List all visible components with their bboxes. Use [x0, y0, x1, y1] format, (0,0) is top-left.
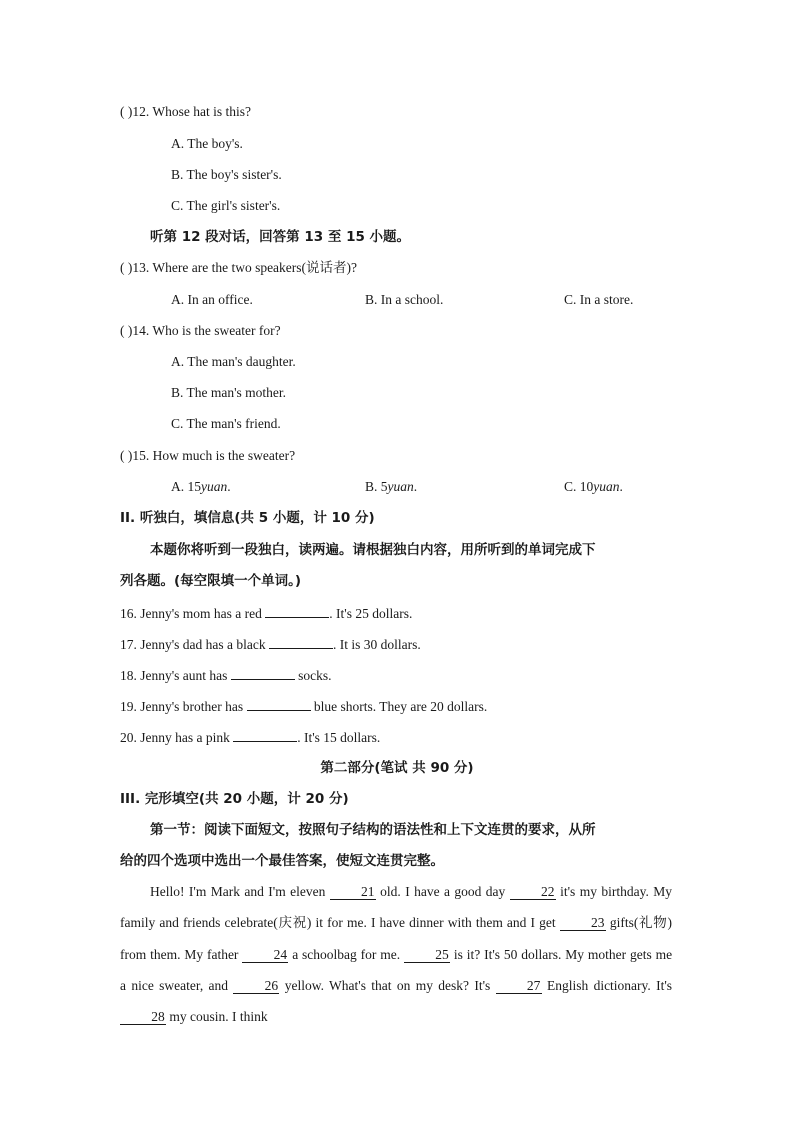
blank-27[interactable]: 27: [496, 979, 542, 994]
blank-28[interactable]: 28: [120, 1010, 166, 1025]
part2-title: II. 听独白，填信息(共 5 小题，计 10 分): [120, 510, 375, 526]
question-13: [120, 259, 357, 277]
q20-post: . It's 15 dollars.: [297, 730, 381, 745]
q14-option-a: A. The man's daughter.: [171, 354, 296, 369]
blank-26[interactable]: 26: [233, 979, 279, 994]
passage-s8: is it? It's 50 dollars. My mother gets me a nice sweater, and: [120, 947, 673, 993]
q15-option-c: [564, 478, 623, 496]
q12-option-a: A. The boy's.: [171, 136, 243, 151]
q15-a-post: .: [227, 479, 231, 494]
passage-cn-2: 礼物: [638, 915, 668, 931]
q16-blank[interactable]: [265, 603, 329, 618]
part3-instruction-1: 第一节：阅读下面短文，按照句子结构的语法性和上下文连贯的要求，从所: [150, 822, 596, 838]
written-section-header: 第二部分(笔试 共 90 分): [320, 760, 474, 776]
passage-s3: it's my birthday. My family and friends celebrate(: [120, 884, 672, 930]
question-20: [120, 727, 380, 747]
blank-22[interactable]: 22: [510, 885, 556, 900]
q18-pre: 18. Jenny's aunt has: [120, 668, 228, 683]
q13-text-pre: ( )13. Where are the two speakers(: [120, 260, 307, 275]
blank-23[interactable]: 23: [560, 916, 606, 931]
part3-instruction-2: 给的四个选项中选出一个最佳答案，使短文连贯完整。: [120, 853, 444, 869]
q15-b-pre: B. 5: [365, 479, 388, 494]
question-16: [120, 603, 412, 623]
question-12: ( )12. Whose hat is this?: [120, 104, 251, 119]
passage-s4: ) it for me. I have dinner with them and I get: [306, 915, 556, 930]
q19-blank[interactable]: [247, 696, 311, 711]
passage-s6: ) from them. My father: [120, 915, 673, 962]
q19-post: blue shorts. They are 20 dollars.: [313, 699, 488, 714]
blank-24[interactable]: 24: [242, 948, 288, 963]
question-19: [120, 696, 487, 716]
passage-s7: a schoolbag for me.: [292, 947, 401, 962]
q15-c-pre: C. 10: [564, 479, 594, 494]
passage-s5: gifts(: [609, 915, 639, 930]
question-14: ( )14. Who is the sweater for?: [120, 323, 281, 338]
passage-s2: old. I have a good day: [380, 884, 506, 899]
blank-21[interactable]: 21: [330, 885, 376, 900]
q14-option-b: B. The man's mother.: [171, 385, 287, 400]
q15-a-unit: yuan: [201, 479, 228, 494]
q17-blank[interactable]: [269, 634, 333, 649]
q13-option-c: C. In a store.: [564, 292, 634, 307]
part2-instruction-2: 列各题。(每空限填一个单词。): [120, 573, 302, 589]
q15-c-unit: yuan: [593, 479, 620, 494]
q14-option-c: C. The man's friend.: [171, 416, 281, 431]
passage-cn-1: 庆祝: [277, 915, 307, 931]
q13-cn: 说话者: [306, 260, 347, 276]
part2-instruction-1: 本题你将听到一段独白，读两遍。请根据独白内容，用所听到的单词完成下: [150, 542, 596, 558]
q15-option-a: [171, 478, 231, 496]
q20-pre: 20. Jenny has a pink: [120, 730, 230, 745]
q15-b-post: .: [413, 479, 418, 494]
q18-post: socks.: [298, 668, 332, 683]
q15-b-unit: yuan: [387, 479, 414, 494]
section12-note: 听第 12 段对话，回答第 13 至 15 小题。: [150, 229, 411, 245]
passage-s10: English dictionary. It's: [546, 978, 673, 993]
part3-title: III. 完形填空(共 20 小题，计 20 分): [120, 791, 349, 807]
q16-post: . It's 25 dollars.: [329, 606, 413, 621]
q19-pre: 19. Jenny's brother has: [120, 699, 244, 714]
passage-s1: Hello! I'm Mark and I'm eleven: [150, 884, 326, 899]
q15-c-post: .: [619, 479, 623, 494]
q13-option-b: B. In a school.: [365, 292, 444, 307]
q12-option-c: C. The girl's sister's.: [171, 198, 281, 213]
q15-option-b: [365, 478, 417, 496]
q17-post: . It is 30 dollars.: [333, 637, 421, 652]
q20-blank[interactable]: [233, 727, 297, 742]
q13-text-post: )?: [346, 260, 358, 275]
question-17: [120, 634, 421, 654]
q18-blank[interactable]: [231, 665, 295, 680]
passage-s9: yellow. What's that on my desk? It's: [284, 978, 491, 993]
blank-25[interactable]: 25: [404, 948, 450, 963]
question-15: ( )15. How much is the sweater?: [120, 448, 296, 463]
question-18: [120, 665, 332, 685]
q15-a-pre: A. 15: [171, 479, 201, 494]
cloze-passage: [120, 876, 672, 1032]
q16-pre: 16. Jenny's mom has a red: [120, 606, 262, 621]
passage-s11: my cousin. I think: [169, 1009, 268, 1024]
q17-pre: 17. Jenny's dad has a black: [120, 637, 266, 652]
q13-option-a: A. In an office.: [171, 292, 253, 307]
q12-option-b: B. The boy's sister's.: [171, 167, 282, 182]
